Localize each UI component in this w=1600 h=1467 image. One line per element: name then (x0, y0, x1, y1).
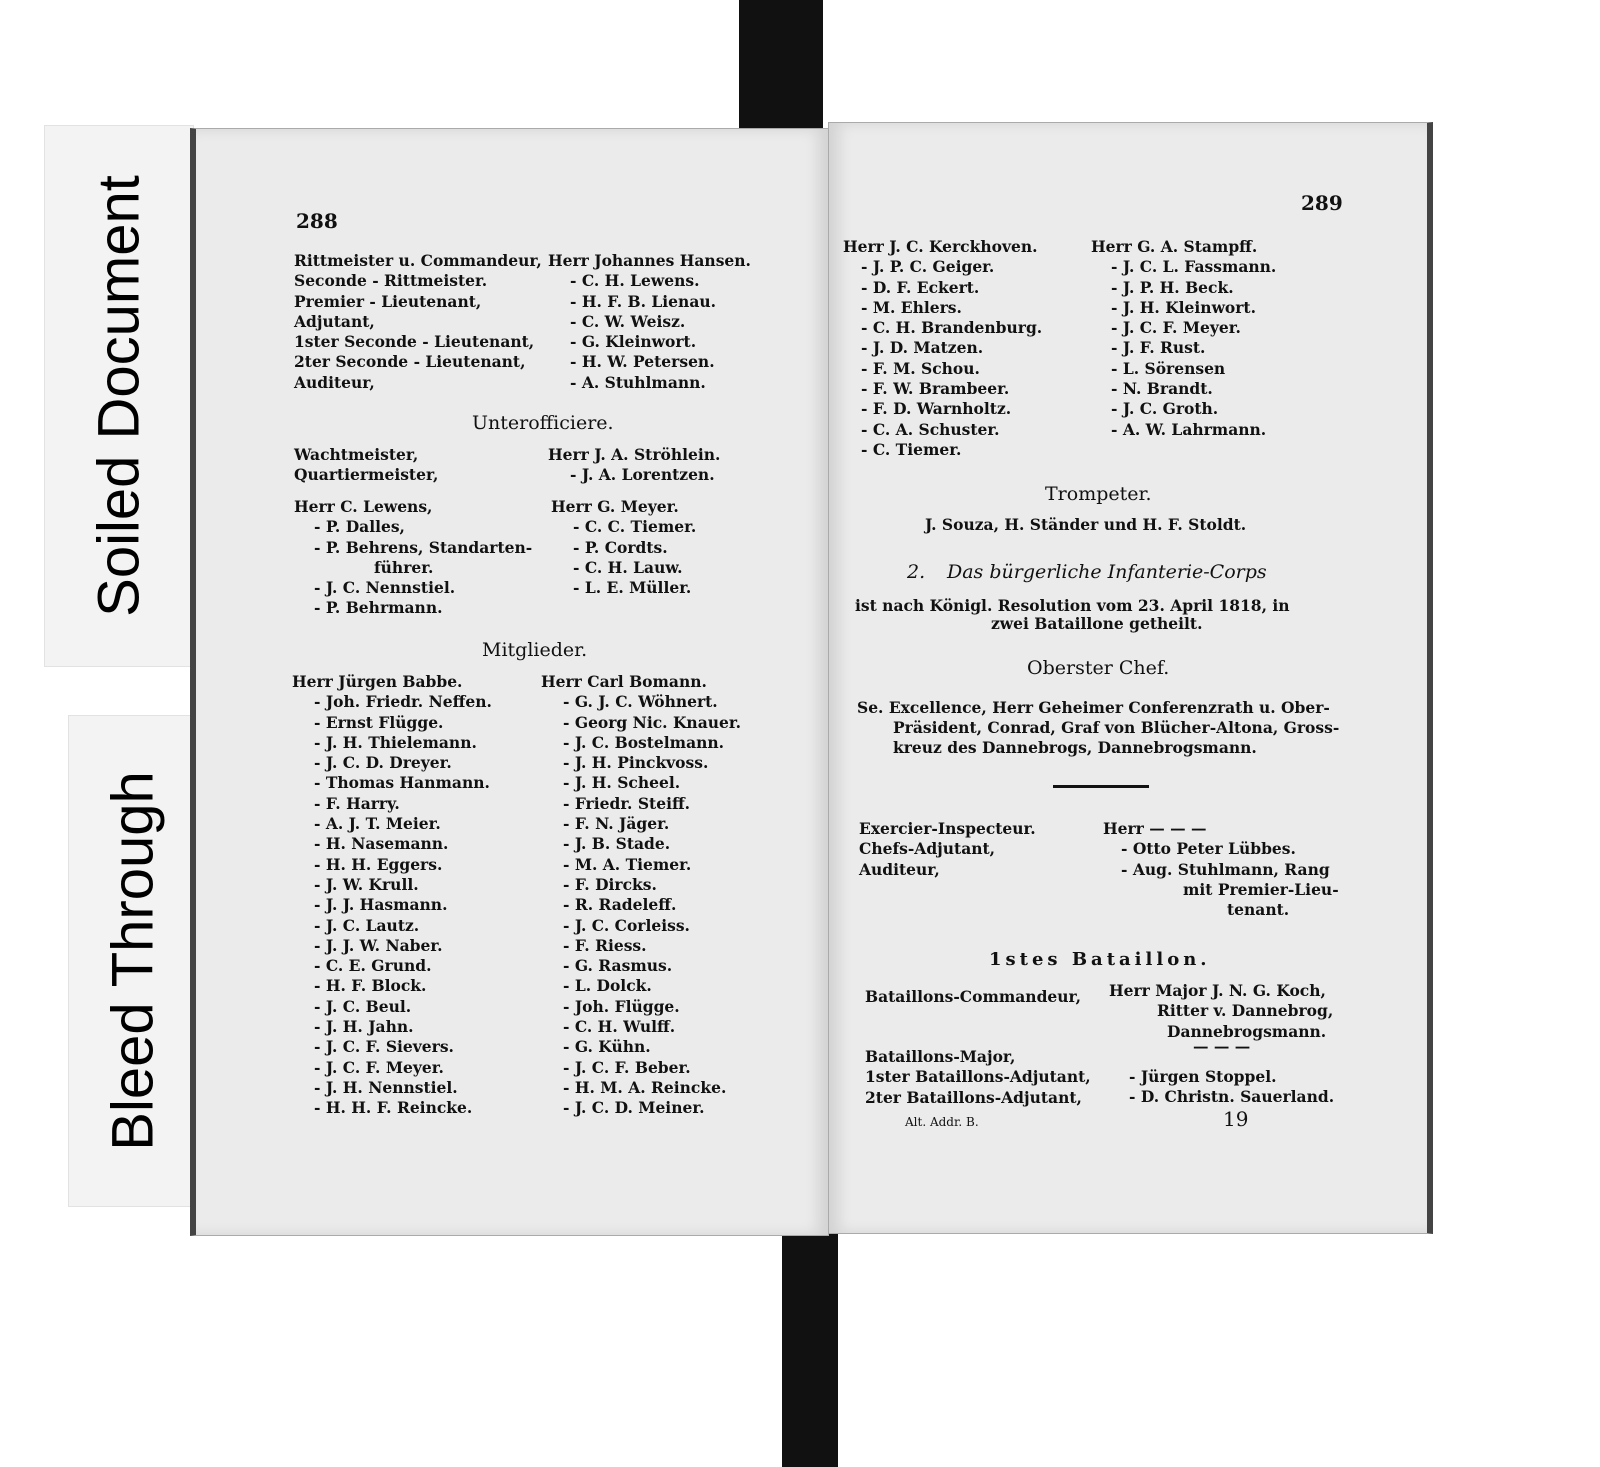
member-item: - J. B. Stade. (563, 834, 671, 854)
chef-heading: Oberster Chef. (1027, 657, 1170, 679)
list-item: - P. Behrmann. (314, 598, 443, 618)
commander-line: Ritter v. Dannebrog, (1157, 1001, 1334, 1021)
list-item: - C. H. Lauw. (573, 557, 683, 577)
list-item: - C. H. Brandenburg. (861, 318, 1043, 338)
member-item: - H. M. A. Reincke. (563, 1077, 727, 1097)
member-item: - J. H. Jahn. (314, 1017, 414, 1037)
list-item: - J. C. Groth. (1111, 399, 1219, 419)
mitglieder-heading: Mitglieder. (482, 639, 588, 661)
member-item: - G. Rasmus. (563, 956, 673, 976)
member-item: - J. C. D. Meiner. (563, 1098, 705, 1118)
page-number-left: 288 (296, 209, 338, 233)
list-item: - C. A. Schuster. (861, 419, 1000, 439)
bleed-through-text: Bleed Through (100, 771, 166, 1151)
divider-rule (1053, 785, 1149, 788)
staff-title: Exercier-Inspecteur. (859, 819, 1036, 838)
member-item: - F. Harry. (314, 793, 400, 813)
list-item: - L. Sörensen (1111, 358, 1226, 378)
soiled-document-text: Soiled Document (86, 175, 152, 617)
member-item: - H. H. F. Reincke. (314, 1098, 473, 1118)
officer-name: - C. W. Weisz. (570, 311, 686, 331)
nco-title: Quartiermeister, (294, 465, 439, 485)
list-item: - L. E. Müller. (573, 578, 692, 598)
member-item: - C. H. Wulff. (563, 1017, 676, 1037)
member-item: - J. C. F. Sievers. (314, 1037, 454, 1057)
trompeter-names: J. Souza, H. Ständer und H. F. Stoldt. (925, 515, 1247, 534)
member-item: - Georg Nic. Knauer. (563, 712, 742, 732)
commander-title: Bataillons-Commandeur, (865, 987, 1081, 1006)
battalion-titles (865, 1047, 1091, 1108)
officer-title: Adjutant, (294, 311, 375, 331)
binding-strap-top (739, 0, 823, 132)
chef-line-1: Se. Excellence, Herr Geheimer Conferenzrath u. Ober- (857, 698, 1330, 717)
list-item: - J. C. F. Meyer. (1111, 318, 1241, 338)
battalion-title: Bataillons-Major, (865, 1047, 1016, 1066)
member-item: - G. Kühn. (563, 1037, 651, 1057)
list-item: Herr C. Lewens, (294, 497, 433, 516)
page-number-right: 289 (1301, 191, 1343, 215)
member-item: - J. H. Pinckvoss. (563, 753, 709, 773)
staff-names (1103, 819, 1339, 920)
battalion-title: 2ter Bataillons-Adjutant, (865, 1087, 1082, 1107)
member-item: - R. Radeleff. (563, 895, 677, 915)
left-page (190, 128, 829, 1236)
list-item: - J. H. Kleinwort. (1111, 297, 1256, 317)
member-item: - H. F. Block. (314, 976, 427, 996)
commander-name (1109, 981, 1333, 1042)
member-item: - J. W. Krull. (314, 874, 419, 894)
member-item: - J. H. Thielemann. (314, 732, 477, 752)
nco-name: Herr J. A. Ströhlein. (548, 445, 721, 464)
member-item: - F. Riess. (563, 935, 647, 955)
chef-line-2: Präsident, Conrad, Graf von Blücher-Altona, Gross- (893, 718, 1340, 737)
soiled-document-label (44, 125, 194, 667)
member-item: - Friedr. Steiff. (563, 793, 691, 813)
officer-title: Seconde - Rittmeister. (294, 271, 488, 291)
member-item: - J. C. F. Meyer. (314, 1057, 444, 1077)
list-item: - P. Cordts. (573, 537, 668, 557)
member-item: - J. C. Corleiss. (563, 915, 690, 935)
member-item: - J. C. D. Dreyer. (314, 753, 452, 773)
corps-list-left (843, 237, 1042, 460)
commander-line: Herr Major J. N. G. Koch, (1109, 981, 1326, 1000)
member-item: - M. A. Tiemer. (563, 854, 692, 874)
list-item: - C. C. Tiemer. (573, 517, 697, 537)
footer-number: 19 (1223, 1107, 1249, 1131)
officer-title: Auditeur, (294, 372, 375, 392)
list-item: - D. F. Eckert. (861, 277, 980, 297)
unterofficiere-heading: Unterofficiere. (472, 412, 614, 434)
nco-name: - J. A. Lorentzen. (570, 465, 715, 485)
member-item: - C. E. Grund. (314, 956, 432, 976)
member-item: - H. Nasemann. (314, 834, 449, 854)
list-item: - N. Brandt. (1111, 379, 1213, 399)
list-item: führer. (374, 557, 434, 577)
member-item: - Ernst Flügge. (314, 712, 444, 732)
member-item: Herr Carl Bomann. (541, 672, 707, 691)
member-item: - J. J. W. Naber. (314, 935, 443, 955)
members-left-list (292, 672, 492, 1119)
staff-name: tenant. (1227, 900, 1290, 920)
member-item: - J. H. Scheel. (563, 773, 681, 793)
officer-titles (294, 251, 542, 393)
list-item: - P. Behrens, Standarten- (314, 537, 533, 557)
list-item: - J. F. Rust. (1111, 338, 1206, 358)
dash-line: — — — (1193, 1037, 1251, 1056)
commander-line: Dannebrogsmann. (1167, 1021, 1327, 1041)
member-item: - J. C. F. Beber. (563, 1057, 691, 1077)
footer-signature: Alt. Addr. B. (905, 1115, 979, 1129)
staff-title: Auditeur, (859, 859, 940, 879)
list-item: Herr J. C. Kerckhoven. (843, 237, 1038, 256)
staff-name: Herr — — — (1103, 819, 1207, 838)
section-number: 2. (907, 561, 926, 583)
list-item: - P. Dalles, (314, 517, 405, 537)
member-item: - Thomas Hanmann. (314, 773, 490, 793)
list-item: Herr G. A. Stampff. (1091, 237, 1258, 256)
officer-title: 1ster Seconde - Lieutenant, (294, 332, 535, 352)
chef-line-3: kreuz des Dannebrogs, Dannebrogsmann. (893, 738, 1257, 757)
list-item: - F. M. Schou. (861, 358, 980, 378)
member-item: - F. Dircks. (563, 874, 657, 894)
list-item: - J. D. Matzen. (861, 338, 984, 358)
staff-name: mit Premier-Lieu- (1183, 879, 1339, 899)
staff-titles (859, 819, 1036, 880)
member-item: - F. N. Jäger. (563, 814, 670, 834)
officer-name: - A. Stuhlmann. (570, 372, 706, 392)
list-item: - J. C. L. Fassmann. (1111, 257, 1277, 277)
officer-title: Rittmeister u. Commandeur, (294, 251, 542, 270)
list-item: - C. Tiemer. (861, 439, 962, 459)
member-item: - L. Dolck. (563, 976, 652, 996)
list-item: - J. P. C. Geiger. (861, 257, 995, 277)
member-item: - Joh. Friedr. Neffen. (314, 692, 492, 712)
trompeter-heading: Trompeter. (1045, 483, 1152, 505)
officer-name: - G. Kleinwort. (570, 332, 697, 352)
member-item: - H. H. Eggers. (314, 854, 443, 874)
member-item: Herr Jürgen Babbe. (292, 672, 463, 691)
resolution-line-2: zwei Bataillone getheilt. (991, 614, 1203, 633)
battalion-names (1129, 1067, 1334, 1108)
member-item: - J. J. Hasmann. (314, 895, 448, 915)
nco-left-list (294, 497, 532, 619)
member-item: - J. H. Nennstiel. (314, 1077, 458, 1097)
nco-title: Wachtmeister, (294, 445, 419, 464)
right-page (828, 122, 1433, 1234)
corps-list-right (1091, 237, 1276, 440)
officer-name: - C. H. Lewens. (570, 271, 700, 291)
staff-name: - Aug. Stuhlmann, Rang (1121, 859, 1330, 879)
list-item: - J. C. Nennstiel. (314, 578, 456, 598)
section-title: Das bürgerliche Infanterie-Corps (947, 561, 1267, 583)
member-item: - A. J. T. Meier. (314, 814, 441, 834)
officer-names (548, 251, 751, 393)
staff-title: Chefs-Adjutant, (859, 839, 996, 859)
list-item: - F. W. Brambeer. (861, 379, 1010, 399)
bleed-through-label (68, 715, 198, 1207)
binding-strap-bottom (782, 1232, 838, 1467)
officer-name: - H. F. B. Lienau. (570, 291, 717, 311)
officer-title: 2ter Seconde - Lieutenant, (294, 352, 526, 372)
battalion-name: - D. Christn. Sauerland. (1129, 1087, 1335, 1107)
battalion-title: 1ster Bataillons-Adjutant, (865, 1067, 1091, 1087)
officer-name: - H. W. Petersen. (570, 352, 715, 372)
list-item: - F. D. Warnholtz. (861, 399, 1012, 419)
nco-right-list (551, 497, 696, 598)
officer-title: Premier - Lieutenant, (294, 291, 482, 311)
member-item: - J. C. Beul. (314, 996, 412, 1016)
list-item: - J. P. H. Beck. (1111, 277, 1234, 297)
list-item: - M. Ehlers. (861, 297, 962, 317)
staff-name: - Otto Peter Lübbes. (1121, 839, 1296, 859)
resolution-line-1: ist nach Königl. Resolution vom 23. April 1818, in (855, 596, 1290, 615)
member-item: - J. C. Bostelmann. (563, 732, 725, 752)
list-item: - A. W. Lahrmann. (1111, 419, 1267, 439)
battalion-name: - Jürgen Stoppel. (1129, 1067, 1277, 1086)
battalion-heading: 1stes Bataillon. (989, 949, 1211, 970)
members-right-list (541, 672, 741, 1119)
member-item: - G. J. C. Wöhnert. (563, 692, 718, 712)
nco-titles (294, 445, 438, 486)
nco-names (548, 445, 720, 486)
member-item: - J. C. Lautz. (314, 915, 420, 935)
officer-name: Herr Johannes Hansen. (548, 251, 751, 270)
list-item: Herr G. Meyer. (551, 497, 679, 516)
member-item: - Joh. Flügge. (563, 996, 680, 1016)
